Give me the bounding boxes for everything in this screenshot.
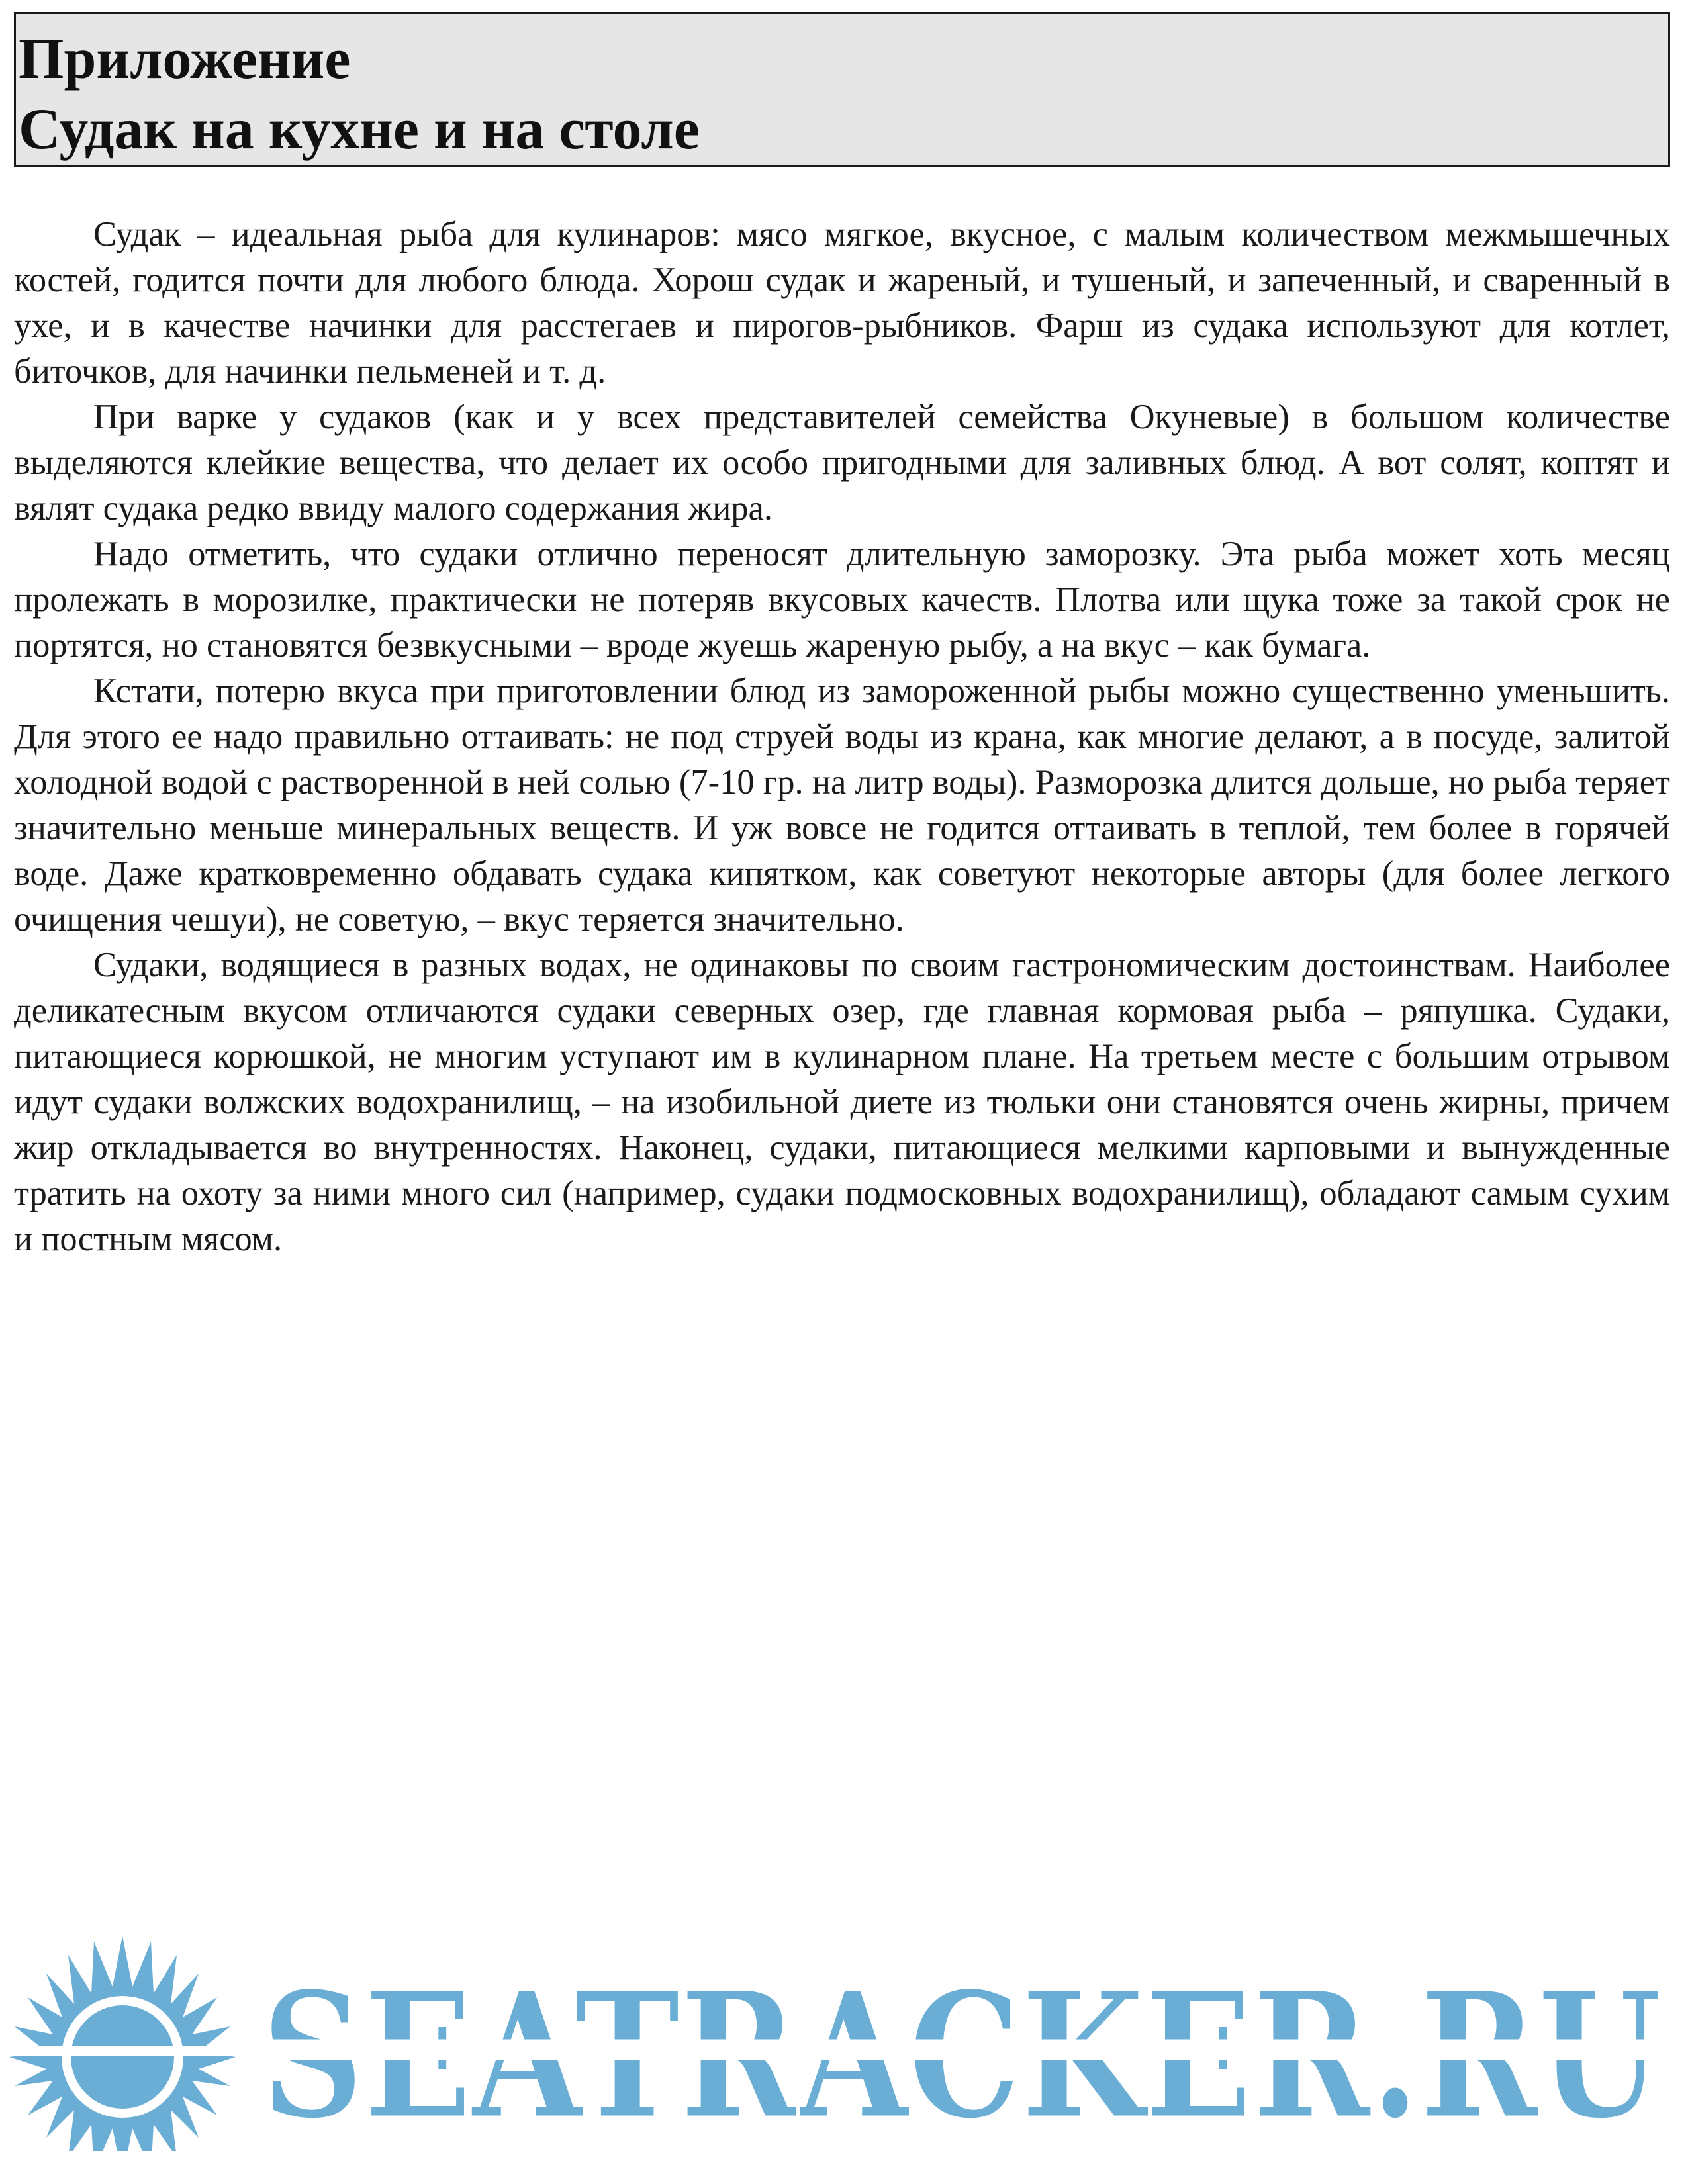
- watermark-svg: [0, 1933, 1688, 2151]
- body-text: [14, 212, 1670, 1262]
- appendix-heading: Приложение: [19, 27, 351, 91]
- watermark-logo: [0, 1933, 1688, 2151]
- paragraph: Надо отметить, что судаки отлично переносят длительную заморозку. Эта рыба может хоть месяц пролежать в морозилке, практически не потеряв вкусовых качеств. Плотва или щука тоже за такой срок не портятся, но становятся безвкусными – вроде жуешь жареную рыбу, а на вкус – как бумага.: [14, 535, 1670, 664]
- paragraph: Судаки, водящиеся в разных водах, не одинаковы по своим гастрономическим достоинствам. Наиболее деликатесным вкусом отличаются судаки северных озер, где главная кормовая рыба – ряпушка. Судаки, питающиеся корюшкой, не многим уступают им в кулинарном плане. На третьем месте с большим отрывом идут судаки волжских водохранилищ, – на изобильной диете из тюльки они становятся очень жирны, причем жир откладывается во внутренностях. Наконец, судаки, питающиеся мелкими карповыми и вынужденные тратить на охоту за ними много сил (например, судаки подмосковных водохранилищ), обладают самым сухим и постным мясом.: [14, 946, 1670, 1258]
- paragraph: При варке у судаков (как и у всех представителей семейства Окуневые) в большом количестве выделяются клейкие вещества, что делает их особо пригодными для заливных блюд. А вот солят, коптят и вялят судака редко ввиду малого содержания жира.: [14, 398, 1670, 527]
- watermark-text: SEATRACKER.RU: [261, 1954, 1662, 2151]
- chapter-title: Судак на кухне и на столе: [19, 97, 700, 161]
- sun-icon: [9, 1936, 236, 2151]
- title-box: [14, 12, 1670, 167]
- paragraph: Судак – идеальная рыба для кулинаров: мясо мягкое, вкусное, с малым количеством межмышечных костей, годится почти для любого блюда. Хорош судак и жареный, и тушеный, и запеченный, и сваренный в ухе, и в качестве начинки для расстегаев и пирогов-рыбников. Фарш из судака используют для котлет, биточков, для начинки пельменей и т. д.: [14, 215, 1670, 390]
- paragraph: Кстати, потерю вкуса при приготовлении блюд из замороженной рыбы можно существенно уменьшить. Для этого ее надо правильно оттаивать: не под струей воды из крана, как многие делают, а в посуде, залитой холодной водой с растворенной в ней солью (7-10 гр. на литр воды). Разморозка длится дольше, но рыба теряет значительно меньше минеральных веществ. И уж вовсе не годится оттаивать в теплой, тем более в горячей воде. Даже кратковременно обдавать судака кипятком, как советуют некоторые авторы (для более легкого очищения чешуи), не советую, – вкус теряется значительно.: [14, 672, 1670, 938]
